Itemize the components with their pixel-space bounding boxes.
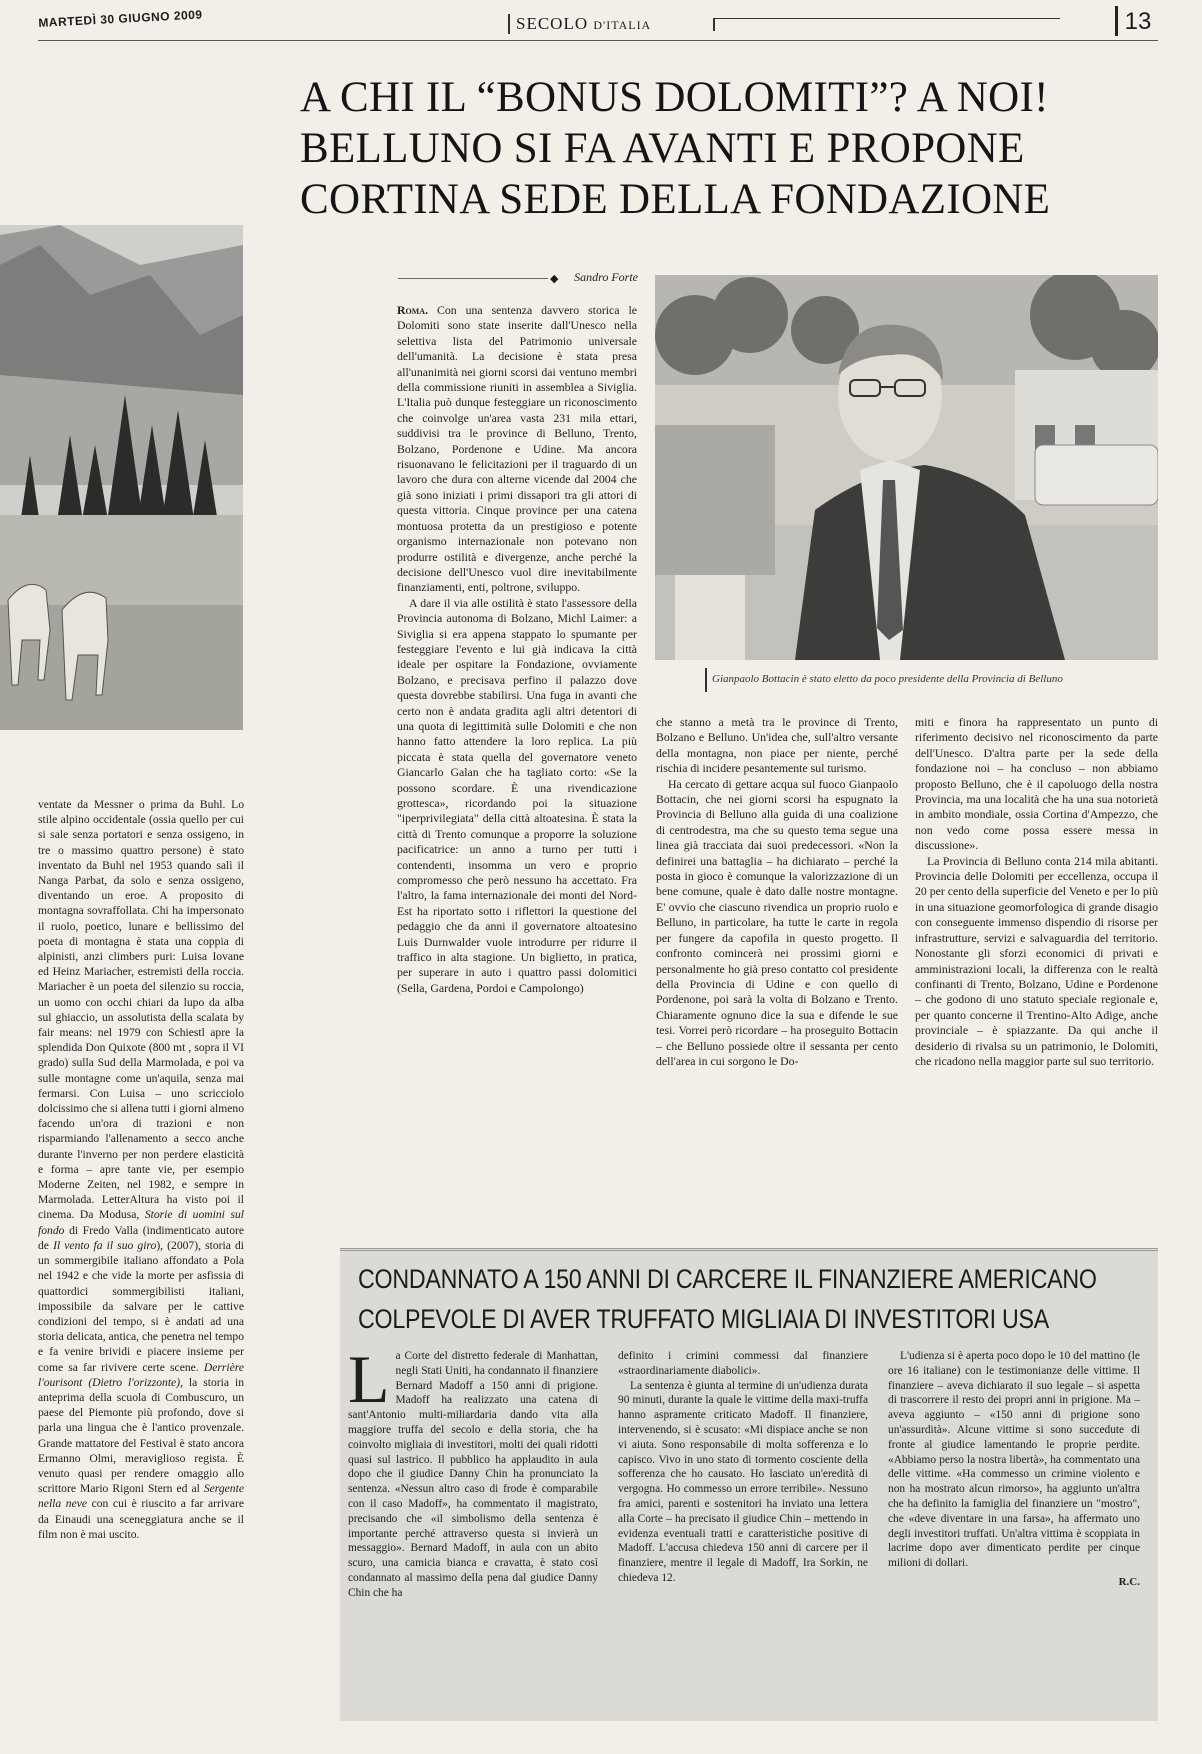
madoff-sidebar	[340, 1248, 1158, 1721]
sidebar-paragraph-1-text: a Corte del distretto federale di Manhattan, negli Stati Uniti, ha condannato il finanziere Bernard Madoff a 150 anni di prigione. Madoff ha realizzato una catena di sant'Antonio multi-miliardaria dando vita alla maggiore truffa del secolo e della storia, che ha coinvolto migliaia di investitori, molti dei quali ridotti quasi sul lastrico. Il pubblico ha applaudito in aula dopo che il giudice Danny Chin ha pronunciato la sentenza. «Nessun altro caso di frode è comparabile con il caso Madoff», ha commentato il magistrato, precisando che «il simbolismo della sentenza è importante perché attraverso questa si invierà un messaggio». Bernard Madoff, in aula con un abito scuro, una camicia bianca e cravatta, è stato così condannato al massimo della pena dal giudice Danny Chin che ha	[348, 1350, 598, 1599]
left-column-part-3: ), (2007), storia di un sommergibile italiano affondato a Pola nel 1942 e che vide la morte per asfissia di quattordici sommergibilisti italiani, impossibile da salvare per le cattive condizioni del tempo, si è andati ad una storia delicata, antica, che penetra nel tempo e fa venire brividi e piacere insieme per come sa far rivivere certe scene.	[38, 1238, 245, 1374]
headline	[300, 72, 1162, 225]
left-column-book-title: Sergente nella neve	[38, 1482, 244, 1511]
photo-caption: Gianpaolo Bottacin è stato eletto da poco presidente della Provincia di Belluno	[712, 673, 1063, 685]
article-paragraph-5: miti e finora ha rappresentato un punto di riferimento decisivo nel riconoscimento da parte dell'Unesco. D'altra parte per la sede della fondazione noi – ha concluso – non abbiamo proposto Belluno, che è il capoluogo della nostra Provincia, ma una località che ha una sua notorietà in ambito mondiale, ossia Cortina d'Ampezzo, che non vedo come possa essere messa in discussione».	[915, 715, 1158, 853]
article-column-3	[915, 715, 1158, 1069]
left-column-film-title-3: Derrière l'ourisont (Dietro l'orizzonte)	[38, 1360, 244, 1389]
left-column	[38, 797, 244, 1542]
byline-diamond-icon: ◆	[550, 273, 559, 285]
newspaper-name-main: SECOLO	[516, 14, 589, 33]
left-column-part-5: con cui è riuscito a far arrivare da Einaudi una sceneggiatura anche se il film non è mai uscito.	[38, 1497, 244, 1541]
sidebar-title-line-2: COLPEVOLE DI AVER TRUFFATO MIGLIAIA DI INVESTITORI USA	[358, 1304, 1050, 1334]
headline-line-2: BELLUNO SI FA AVANTI E PROPONE	[300, 125, 1025, 172]
left-column-film-title-2: Il vento fa il suo giro	[53, 1238, 157, 1252]
bottacin-portrait-photo	[655, 275, 1158, 660]
article-column-2	[656, 715, 898, 1069]
article-dateline: Roma.	[397, 303, 429, 317]
sidebar-title	[358, 1259, 1097, 1339]
article-paragraph-6: La Provincia di Belluno conta 214 mila abitanti. Provincia delle Dolomiti per eccellenza, occupa il 20 per cento della superficie del Veneto e per lo più in una situazione geomorfologica di grande disagio con conseguente immenso dispendio di risorse per infrastrutture, servizi e salvaguardia del territorio. Nonostante gli sforzi economici di privati e amministrazioni locali, la differenza con le realtà confinanti di Trento, Bolzano, Udine e Pordenone – che godono di uno statuto speciale regionale e, per quanto concerne il Trentino-Alto Adige, anche provinciale – è spiazzante. Da qui anche il desiderio di rivalsa su un patrimonio, le Dolomiti, che ricadono nella maggior parte sul suo territorio.	[915, 853, 1158, 1068]
sidebar-column-3	[888, 1349, 1140, 1590]
sidebar-title-line-1: CONDANNATO A 150 ANNI DI CARCERE IL FINANZIERE AMERICANO	[358, 1264, 1097, 1294]
left-column-film-title-1: Storie di uomini sul fondo	[38, 1208, 244, 1237]
sidebar-column-2	[618, 1349, 868, 1586]
article-paragraph-1-text: Con una sentenza davvero storica le Dolomiti sono state inserite dall'Unesco nella selettiva lista del Patrimonio universale dell'umanità. La decisione è stata presa all'unanimità nei giorni scorsi dai ventuno membri della commissione riuniti in assemblea a Siviglia. L'Italia può dunque festeggiare un riconoscimento che coinvolge un'area vasta 231 mila ettari, suddivisi tra le province di Belluno, Trento, Bolzano, Pordenone e Udine. Ma ancora risuonavano le felicitazioni per il traguardo di un lavoro che dura con alterne vicende dal 2004 che già sono iniziati i primi dissapori tra gli attori di questa vittoria. Cinque province per una catena montuosa protetta da un prestigioso e potente organismo internazionale non potevano non produrre ostilità e divergenze, anche perché la decisione dell'Unesco vuol dire inevitabilmente finanziamenti, enti, poltrone, sviluppo.	[397, 303, 637, 595]
sidebar-paragraph-1	[348, 1341, 598, 1601]
byline	[398, 270, 638, 286]
headline-line-3: CORTINA SEDE DELLA FONDAZIONE	[300, 176, 1051, 223]
left-column-text	[38, 797, 244, 1542]
article-paragraph-3: che stanno a metà tra le province di Trento, Bolzano e Belluno. Un'idea che, sull'altro versante della montagna, non piace per niente, perché rischia di incidere pesantemente sul turismo.	[656, 715, 898, 776]
left-column-part-4: , la storia in anteprima della scuola di Combuscuro, un paese del Piemonte più profondo, dove si parla una lingua che è l'antico provenzale. Grande mattatore del Festival è stato ancora Ermanno Olmi, meraviglioso regista. È venuto quasi per rendere omaggio allo scrittore Mario Rigoni Stern ed al	[38, 1375, 244, 1496]
newspaper-name-suffix: D'ITALIA	[593, 18, 652, 32]
byline-author: Sandro Forte	[574, 270, 638, 284]
masthead	[38, 6, 1158, 41]
page-number: 13	[1115, 6, 1158, 36]
article-paragraph-1	[397, 303, 637, 596]
newspaper-name	[508, 14, 651, 34]
left-column-part-1: ventate da Messner o prima da Buhl. Lo stile alpino occidentale (ossia quello per cui si sale senza portatori e senza ossigeno, in tre o massimo quattro persone) è stato inventato da Buhl nel 1953 quando salì il Nanga Parbat, da solo e senza ossigeno, diventando un eroe. A proposito di montagna sovraffollata. Chi ha impersonato il ruolo, poetico, lunare e bellissimo del poeta di montagna è stata una coppia di alpinisti, anzi climbers puri: Luisa Iovane ed Heinz Mariacher, estremisti della roccia. Mariacher è un poeta del silenzio su roccia, un uomo con occhi chiari da lupo da alba sul ghiaccio, un assolutista della scalata by fair means: nel 1979 con Schiestl apre la splendida Don Quixote (800 mt , sopra il VI grado) sulla Sud della Marmolada, e poi va sulle montagne come un'aquila, senza mai fermarsi. Con Luisa – uno scricciolo dolcissimo che si allena tutti i giorni almeno facendo un'ora di trazioni e non risparmiando l'allenamento a secco anche durante l'inverno per non perdere elasticità e forma – apre tante vie, per esempio Moderne Zeiten, nel 1982, e sempre in Marmolada. LetterAltura ha visto poi il cinema. Da Modusa,	[38, 798, 244, 1222]
issue-date: MARTEDÌ 30 GIUGNO 2009	[38, 7, 203, 30]
sidebar-column-1	[348, 1341, 598, 1601]
byline-rule	[398, 278, 548, 279]
sidebar-paragraph-3: La sentenza è giunta al termine di un'udienza durata 90 minuti, durante la quale le vittime della maxi-truffa hanno aspramente criticato Madoff. Il finanziere, intervenendo, si è scusato: «Mi dispiace anche se non vi aiuta. Sono responsabile di molta sofferenza e lo capisco. Vivo in uno stato di tormento cosciente della sofferenza che ho causato. Ho lasciato un'eredità di vergogna. Ho commesso un errore terribile». Nessuno fra amici, parenti e sostenitori ha inviato una lettera alla Corte – ha precisato il giudice Chin – mettendo in evidenza eventuali tratti e caratteristiche positive di Madoff. L'accusa chiedeva 150 anni di carcere per il finanziere, mentre il legale di Madoff, Ira Sorkin, ne chiedeva 12.	[618, 1379, 868, 1584]
sidebar-dropcap: L	[348, 1341, 390, 1417]
article-paragraph-4: Ha cercato di gettare acqua sul fuoco Gianpaolo Bottacin, che nei giorni scorsi ha espugnato la Provincia di Belluno alla guida di una coalizione di centrodestra, ma che su questo tema segue una linea già tracciata dai suoi predecessori. «Non la definirei una battaglia – ha dichiarato – perché la posta in gioco è comunque la valorizzazione di un bene comune, quale è dato dalle nostre montagne. E' ovvio che ciascuno rivendica un proprio ruolo e Belluno, in particolare, ha tutte le carte in regola per fungere da capofila in questo progetto. Il confronto comincerà nei prossimi giorni e personalmente ho già preso contatto col presidente della Provincia di Udine e con quello di Pordenone, poi sarà la volta di Bolzano e Trento. Chiaramente ognuno dice la sua e difende le sue tesi. Vorrei però ricordare – ha proseguito Bottacin – che Belluno possiede oltre il sessanta per cento dell'area in cui sorgono le Do-	[656, 776, 898, 1068]
masthead-rule	[713, 18, 1060, 31]
sidebar-signature: R.C.	[1118, 1575, 1140, 1588]
sidebar-paragraph-2: definito i crimini commessi dal finanziere «straordinariamente diabolici».	[618, 1350, 868, 1377]
article-column-1	[397, 303, 637, 996]
caption-bar	[705, 668, 707, 692]
left-column-part-2: di Fredo Valla (indimenticato autore de	[38, 1223, 244, 1252]
mountain-horses-photo	[0, 225, 243, 730]
sidebar-paragraph-4: L'udienza si è aperta poco dopo le 10 del mattino (le ore 16 italiane) con le testimonianze delle vittime. Il finanziere – aveva dichiarato il suo legale – si aspetta di trascorrere il resto dei propri anni in prigione. Ma – aveva aggiunto – «150 anni di prigione sono un'assurdità». Alcune vittime si sono succedute di fronte al giudice lamentando le proprie perdite. «Abbiamo perso la nostra libertà», ha commentato una delle vittime. «Ha commesso un crimine violento e non ha mostrato alcun rimorso», ha aggiunto un'altra che ha definito la famiglia del finanziere un "mostro", che «deve diventare in una farsa», ha affermato uno degli investitori truffati. Un'altra vittima è scoppiata in lacrime dopo aver dimenticato perdite per cinque milioni di dollari.	[888, 1350, 1140, 1570]
headline-line-1: A CHI IL “BONUS DOLOMITI”? A NOI!	[300, 74, 1049, 121]
article-paragraph-2: A dare il via alle ostilità è stato l'assessore della Provincia autonoma di Bolzano, Michl Laimer: a Siviglia si era appena stappato lo spumante per festeggiare l'evento e lui già indicava la città ideale per ospitare la Fondazione, ovviamente Bolzano, e precisava perfino il palazzo dove questa dovrebbe stabilirsi. Una fuga in avanti che certo non è andata gradita agli altri detentori di una quota di legittimità sulle Dolomiti e che non hanno fatto attendere la loro replica. La più piccata è stata quella del governatore veneto Giancarlo Galan che ha tagliato corto: «Se la possono scordare. È una rivendicazione grottesca», ricordando poi la situazione "iperprivilegiata" della città altoatesina. È stata la città di Trento comunque a proporre la soluzione pacificatrice: un anno a turno per tutti i contendenti, insomma un vero e proprio compromesso che però nessuno ha accettato. Fra l'altro, la fama internazionale dei monti del Nord-Est ha riportato sotto i riflettori la questione del pedaggio che da anni il governatore altoatesino Luis Durnwalder vuole introdurre per ridurre il traffico in alta stagione. Un biglietto, in pratica, per superare in auto i quattro passi dolomitici (Sella, Gardena, Pordoi e Campolongo)	[397, 595, 637, 995]
